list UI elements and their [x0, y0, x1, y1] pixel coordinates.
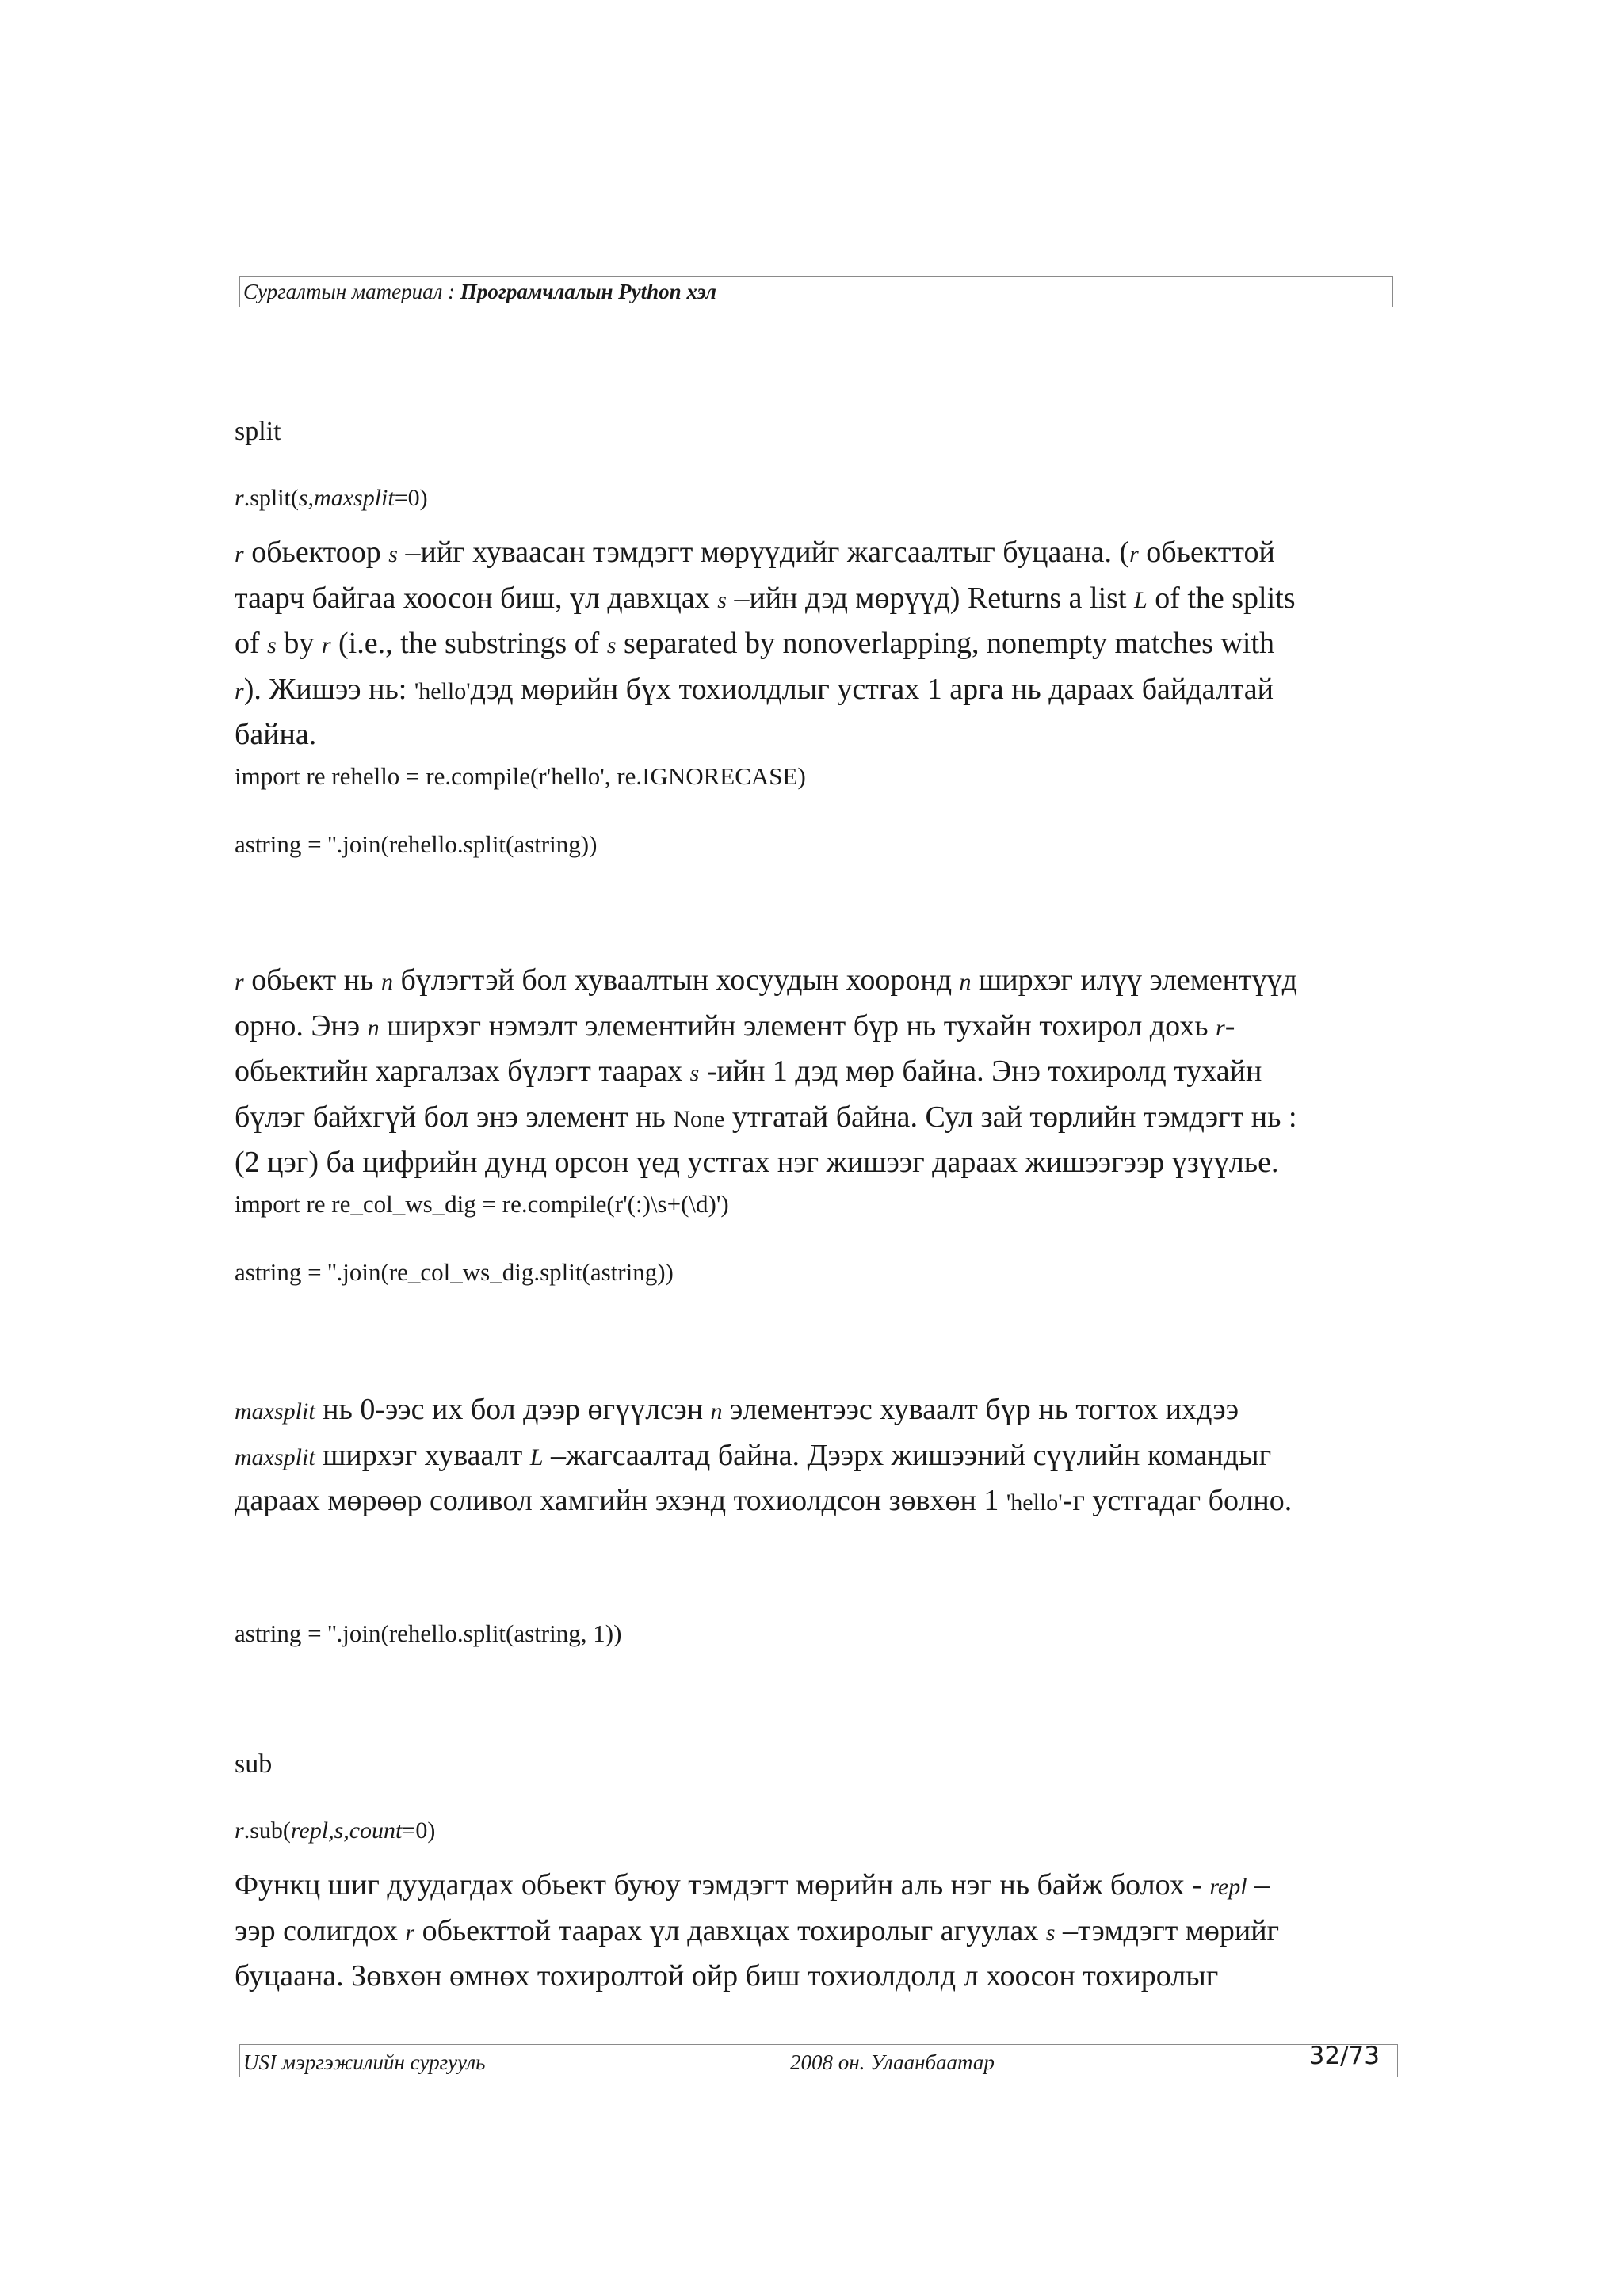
text: ширхэг хуваалт	[315, 1438, 530, 1472]
text: нь 0-ээс их бол дээр өгүүлсэн	[315, 1393, 711, 1426]
sub-paragraph-1	[235, 1863, 1407, 1998]
var: L	[1134, 586, 1148, 613]
sig-args: repl,s,count	[290, 1817, 403, 1844]
text: обьекттой таарах үл давхцах тохиролыг агуулах	[414, 1913, 1046, 1947]
var: L	[529, 1444, 544, 1470]
text: дараах мөрөөр соливол хамгийн эхэнд тохиолдсон зөвхөн 1	[235, 1484, 1006, 1517]
text: of the splits	[1147, 581, 1296, 615]
text-line: (2 цэг) ба цифрийн дунд орсон үед устгах нэг жишээг дараах жишээгээр үзүүлье.	[235, 1146, 1279, 1179]
text: обьектийн харгалзах бүлэгт таарах	[235, 1055, 690, 1088]
text: –жагсаалтад байна. Дээрх жишээний сүүлийн командыг	[543, 1438, 1272, 1472]
sig-obj: r	[235, 1817, 244, 1844]
sig-method: .sub(	[243, 1817, 291, 1844]
sig-args: s,maxsplit	[298, 485, 395, 511]
text: дэд мөрийн бүх тохиолдлыг устгах 1 арга нь дараах байдалтай	[470, 672, 1274, 706]
text-line	[235, 1863, 1407, 1909]
text-line	[235, 531, 1407, 577]
text-line	[235, 668, 1407, 714]
var: maxsplit	[235, 1444, 315, 1470]
text: separated by nonoverlapping, nonempty matches with	[616, 627, 1275, 660]
header-prefix: Сургалтын материал :	[243, 280, 460, 303]
text-line	[235, 1005, 1407, 1051]
text-line	[235, 1388, 1407, 1434]
code-literal: None	[673, 1105, 725, 1132]
text: -ийн 1 дэд мөр байна. Энэ тохиролд тухайн	[699, 1055, 1262, 1088]
var: n	[959, 969, 972, 995]
code-literal: 'hello'	[414, 677, 471, 704]
footer-school: USI мэргэжилийн сургууль	[243, 2050, 486, 2074]
text: Функц шиг дуудагдах обьект буюу тэмдэгт мөрийн аль нэг нь байж болох -	[235, 1868, 1210, 1901]
page-header	[239, 276, 1393, 307]
text: (i.e., the substrings of	[330, 627, 607, 660]
page-number: 32/73	[1308, 2042, 1380, 2070]
text: ээр солигдох	[235, 1913, 406, 1947]
text-line	[235, 577, 1407, 623]
sig-method: .split(	[243, 485, 299, 511]
var: r	[235, 541, 244, 567]
text-line	[235, 1050, 1407, 1096]
var: s	[606, 632, 617, 658]
text-line: байна.	[235, 718, 317, 751]
split-paragraph-2	[235, 959, 1407, 1184]
sig-tail: =0)	[402, 1817, 436, 1844]
var: n	[710, 1398, 723, 1425]
var: s	[689, 1060, 700, 1086]
text: обьектоор	[243, 536, 389, 569]
section-heading-sub: sub	[235, 1749, 273, 1779]
text-line	[235, 1909, 1407, 1955]
var: r	[405, 1919, 415, 1946]
code-literal: 'hello'	[1006, 1489, 1063, 1516]
var: s	[388, 541, 398, 567]
text: -г устгадаг болно.	[1062, 1484, 1293, 1517]
var: r	[1129, 541, 1139, 567]
text: орно. Энэ	[235, 1009, 368, 1043]
text-line	[235, 959, 1407, 1005]
text: таарч байгаа хоосон биш, үл давхцах	[235, 581, 718, 615]
text: ). Жишээ нь:	[243, 672, 414, 706]
var: repl	[1209, 1874, 1247, 1900]
var: s	[717, 586, 727, 613]
var: maxsplit	[235, 1398, 315, 1425]
header-title: Програмчлалын Python хэл	[460, 280, 716, 303]
text: of	[235, 627, 268, 660]
text: утгатай байна. Сул зай төрлийн тэмдэгт нь :	[724, 1100, 1297, 1134]
text-line	[235, 1479, 1407, 1525]
var: s	[1045, 1919, 1056, 1946]
text-line	[235, 622, 1407, 668]
text: ширхэг нэмэлт элементийн элемент бүр нь тухайн тохирол дохь	[379, 1009, 1216, 1043]
var: r	[321, 632, 331, 658]
text: обьект нь	[243, 963, 381, 997]
code-line: astring = ''.join(rehello.split(astring, 1))	[235, 1619, 622, 1647]
text-line	[235, 1096, 1407, 1142]
text: бүлэгтэй бол хуваалтын хосуудын хооронд	[392, 963, 960, 997]
var: r	[1216, 1014, 1225, 1041]
var: r	[235, 969, 244, 995]
text: by	[276, 627, 322, 660]
page-footer	[239, 2044, 1398, 2077]
split-paragraph-1	[235, 531, 1407, 757]
sub-signature	[235, 1817, 435, 1844]
split-paragraph-3	[235, 1388, 1407, 1525]
code-line: import re rehello = re.compile(r'hello', re.IGNORECASE)	[235, 762, 806, 790]
sig-obj: r	[235, 485, 244, 511]
text: –	[1247, 1868, 1270, 1901]
var: n	[367, 1014, 380, 1041]
sig-tail: =0)	[394, 485, 428, 511]
split-signature	[235, 485, 428, 512]
text-line: буцаана. Зөвхөн өмнөх тохиролтой ойр биш тохиолдолд л хоосон тохиролыг	[235, 1959, 1219, 1993]
var: s	[267, 632, 277, 658]
text: –тэмдэгт мөрийг	[1055, 1913, 1280, 1947]
text: –ийг хуваасан тэмдэгт мөрүүдийг жагсаалтыг буцаана. (	[397, 536, 1130, 569]
footer-date-place: 2008 он. Улаанбаатар	[790, 2050, 995, 2074]
text: бүлэг байхгүй бол энэ элемент нь	[235, 1100, 674, 1134]
text: обьекттой	[1138, 536, 1275, 569]
var: n	[380, 969, 393, 995]
code-line: import re re_col_ws_dig = re.compile(r'(:)\s+(\d)')	[235, 1190, 729, 1218]
text: элементээс хуваалт бүр нь тогтох ихдээ	[722, 1393, 1239, 1426]
var: r	[235, 677, 244, 704]
text-line	[235, 1434, 1407, 1480]
section-heading-split: split	[235, 417, 281, 446]
text: ширхэг илүү элементүүд	[971, 963, 1297, 997]
text: –ийн дэд мөрүүд) Returns a list	[726, 581, 1134, 615]
code-line: astring = ''.join(re_col_ws_dig.split(astring))	[235, 1258, 674, 1286]
code-line: astring = ''.join(rehello.split(astring))	[235, 830, 598, 858]
text: -	[1224, 1009, 1235, 1043]
